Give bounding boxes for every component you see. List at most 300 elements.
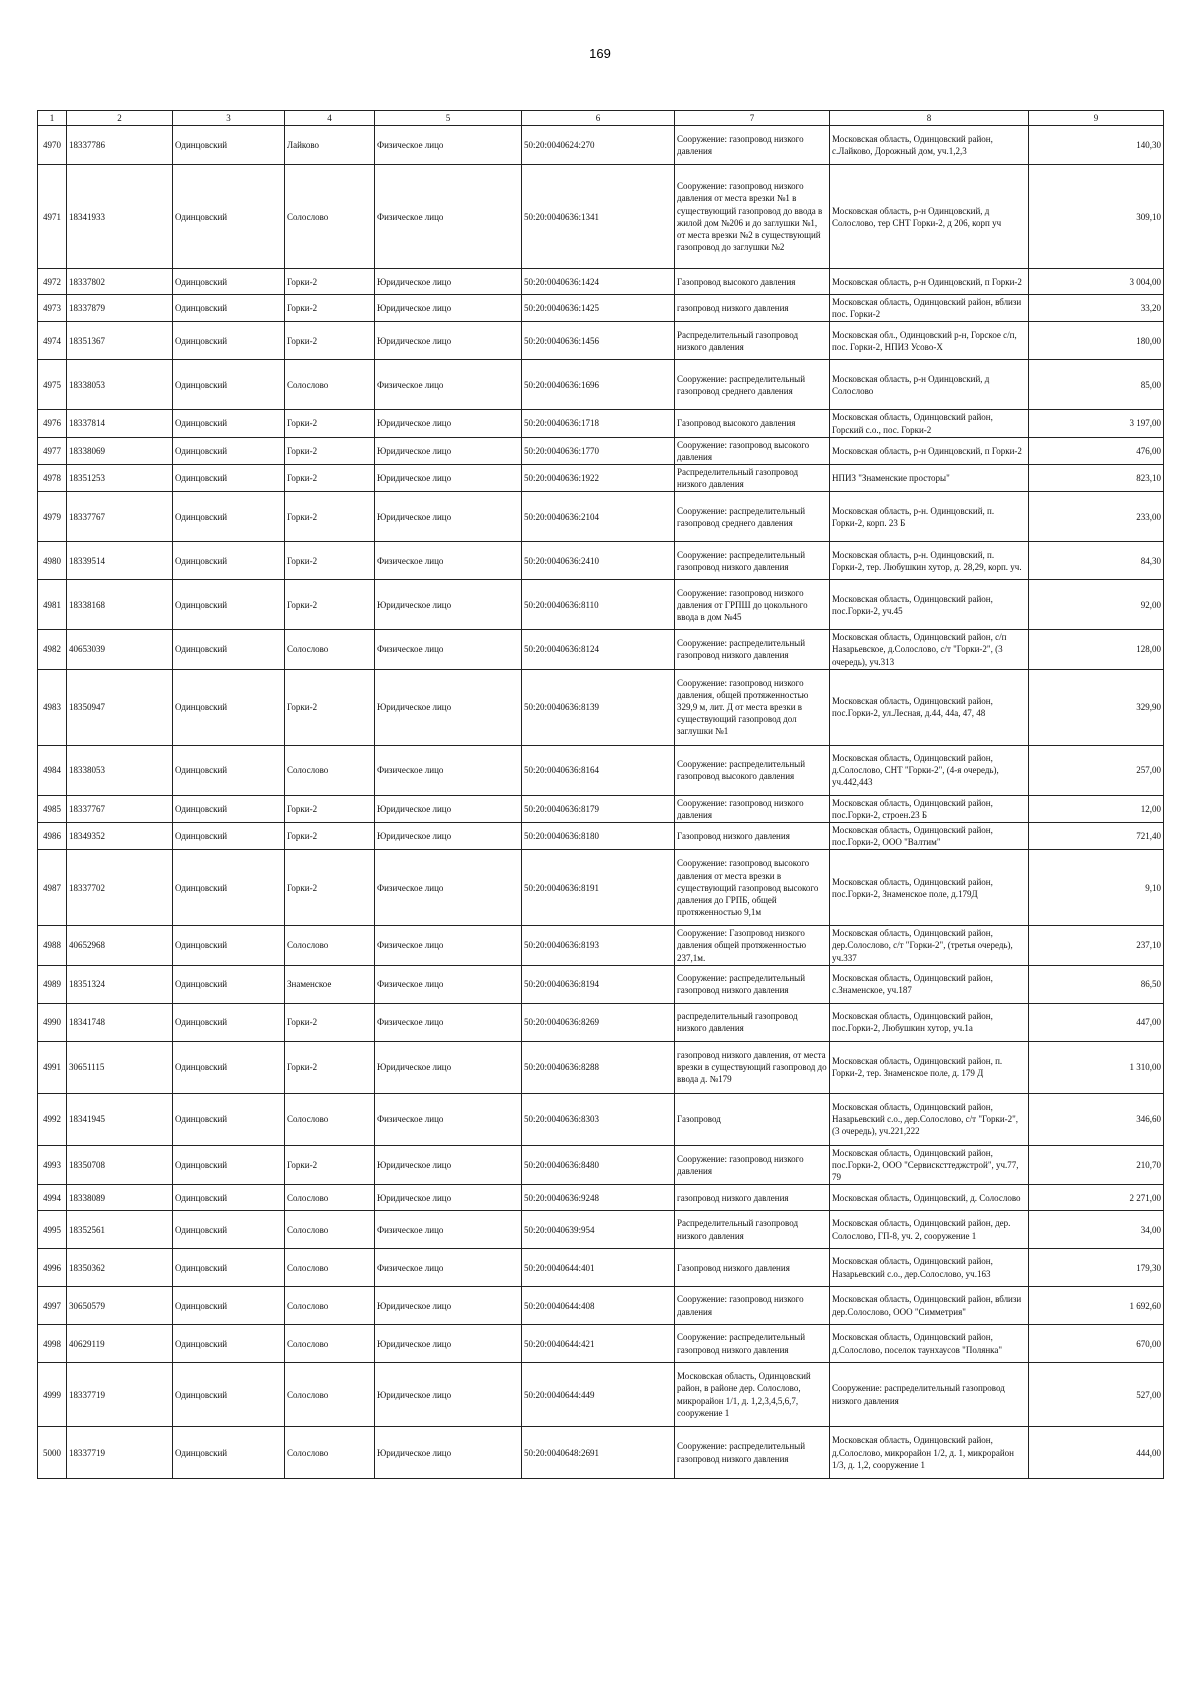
table-cell: 346,60 — [1029, 1093, 1164, 1145]
table-cell: 50:20:0040636:8124 — [522, 630, 675, 669]
table-row — [38, 965, 1164, 1003]
table-cell: Физическое лицо — [375, 542, 522, 580]
table-cell: 4997 — [38, 1287, 67, 1325]
table-row — [38, 745, 1164, 795]
table-cell: Московская область, Одинцовский район, пос.Горки-2, Знаменское поле, д.179Д — [830, 850, 1029, 926]
table-cell: 4976 — [38, 410, 67, 437]
table-cell: 30651115 — [67, 1041, 173, 1093]
table-cell: 444,00 — [1029, 1427, 1164, 1479]
table-cell: 50:20:0040636:8180 — [522, 822, 675, 849]
table-cell: Юридическое лицо — [375, 669, 522, 745]
table-cell: 18350362 — [67, 1249, 173, 1287]
table-cell: Горки-2 — [285, 1041, 375, 1093]
table-cell: 4972 — [38, 269, 67, 295]
table-cell: Одинцовский — [173, 926, 285, 965]
column-header: 8 — [830, 111, 1029, 126]
table-cell: 4975 — [38, 360, 67, 410]
table-cell: Юридическое лицо — [375, 492, 522, 542]
table-row — [38, 1185, 1164, 1211]
table-cell: Физическое лицо — [375, 926, 522, 965]
table-cell: 257,00 — [1029, 745, 1164, 795]
table-cell: 4989 — [38, 965, 67, 1003]
table-cell: Одинцовский — [173, 165, 285, 269]
table-cell: Юридическое лицо — [375, 464, 522, 491]
table-cell: Одинцовский — [173, 822, 285, 849]
table-cell: Горки-2 — [285, 850, 375, 926]
table-cell: 4982 — [38, 630, 67, 669]
table-row — [38, 822, 1164, 849]
table-cell: 50:20:0040636:1425 — [522, 295, 675, 322]
table-cell: Одинцовский — [173, 745, 285, 795]
table-cell: Одинцовский — [173, 360, 285, 410]
table-cell: 18338053 — [67, 360, 173, 410]
table-cell: 50:20:0040636:8480 — [522, 1145, 675, 1184]
table-cell: Московская область, р-н Одинцовский, д Солослово — [830, 360, 1029, 410]
table-cell: 18349352 — [67, 822, 173, 849]
table-cell: 50:20:0040636:1424 — [522, 269, 675, 295]
table-cell: Сооружение: распределительный газопровод низкого давления — [675, 542, 830, 580]
table-cell: Физическое лицо — [375, 1211, 522, 1249]
table-cell: 4973 — [38, 295, 67, 322]
table-cell: 4985 — [38, 795, 67, 822]
table-cell: 50:20:0040644:401 — [522, 1249, 675, 1287]
table-cell: 18339514 — [67, 542, 173, 580]
table-cell: Юридическое лицо — [375, 580, 522, 630]
table-cell: Горки-2 — [285, 542, 375, 580]
table-cell: 18350947 — [67, 669, 173, 745]
table-row — [38, 410, 1164, 437]
table-cell: 18350708 — [67, 1145, 173, 1184]
column-header: 4 — [285, 111, 375, 126]
table-row — [38, 1041, 1164, 1093]
table-cell: 30650579 — [67, 1287, 173, 1325]
table-cell: Одинцовский — [173, 1145, 285, 1184]
table-cell: газопровод низкого давления — [675, 1185, 830, 1211]
table-cell: 4990 — [38, 1003, 67, 1041]
table-cell: 18337767 — [67, 795, 173, 822]
table-cell: Горки-2 — [285, 295, 375, 322]
table-cell: Сооружение: газопровод низкого давления, общей протяженностью 329,9 м, лит. Д от места врезки в существующий газопровод дол заглушки №1 — [675, 669, 830, 745]
table-cell: Московская область, Одинцовский район, дер.Солослово, с/т "Горки-2", (третья очередь), уч.337 — [830, 926, 1029, 965]
table-cell: 180,00 — [1029, 322, 1164, 360]
table-cell: Сооружение: газопровод низкого давления — [675, 126, 830, 165]
table-cell: Распределительный газопровод низкого давления — [675, 322, 830, 360]
table-row — [38, 1003, 1164, 1041]
table-cell: 50:20:0040644:449 — [522, 1363, 675, 1427]
column-header: 6 — [522, 111, 675, 126]
table-cell: Московская обл., Одинцовский р-н, Горское с/п, пос. Горки-2, НПИЗ Усово-Х — [830, 322, 1029, 360]
table-cell: 1 692,60 — [1029, 1287, 1164, 1325]
table-row — [38, 1211, 1164, 1249]
table-cell: 3 004,00 — [1029, 269, 1164, 295]
column-header: 1 — [38, 111, 67, 126]
table-cell: Одинцовский — [173, 1363, 285, 1427]
table-cell: Сооружение: газопровод низкого давления — [675, 1145, 830, 1184]
table-row — [38, 1325, 1164, 1363]
table-cell: 50:20:0040648:2691 — [522, 1427, 675, 1479]
table-cell: Солослово — [285, 745, 375, 795]
table-cell: Московская область, Одинцовский район, в районе дер. Солослово, микрорайон 1/1, д. 1,2,3,4,5,6,7, сооружение 1 — [675, 1363, 830, 1427]
table-cell: Горки-2 — [285, 410, 375, 437]
table-cell: Сооружение: газопровод низкого давления — [675, 1287, 830, 1325]
table-cell: Солослово — [285, 1363, 375, 1427]
table-cell: 4996 — [38, 1249, 67, 1287]
table-cell: Одинцовский — [173, 1249, 285, 1287]
table-cell: 50:20:0040636:8194 — [522, 965, 675, 1003]
table-cell: 4971 — [38, 165, 67, 269]
table-cell: Московская область, Одинцовский район, д.Солослово, СНТ "Горки-2", (4-я очередь), уч.442,443 — [830, 745, 1029, 795]
table-cell: Юридическое лицо — [375, 269, 522, 295]
table-cell: 4986 — [38, 822, 67, 849]
table-cell: 50:20:0040639:954 — [522, 1211, 675, 1249]
table-cell: Одинцовский — [173, 1427, 285, 1479]
table-cell: Одинцовский — [173, 1287, 285, 1325]
table-cell: 18338168 — [67, 580, 173, 630]
table-cell: Солослово — [285, 1427, 375, 1479]
table-cell: 18351253 — [67, 464, 173, 491]
column-header: 3 — [173, 111, 285, 126]
table-row — [38, 542, 1164, 580]
table-cell: Одинцовский — [173, 965, 285, 1003]
table-cell: Юридическое лицо — [375, 322, 522, 360]
table-cell: 210,70 — [1029, 1145, 1164, 1184]
table-cell: Горки-2 — [285, 1003, 375, 1041]
table-cell: Сооружение: распределительный газопровод низкого давления — [830, 1363, 1029, 1427]
column-header: 9 — [1029, 111, 1164, 126]
table-cell: Одинцовский — [173, 669, 285, 745]
table-cell: Солослово — [285, 1211, 375, 1249]
table-cell: Физическое лицо — [375, 630, 522, 669]
table-cell: Сооружение: распределительный газопровод низкого давления — [675, 630, 830, 669]
table-cell: 4970 — [38, 126, 67, 165]
table-cell: газопровод низкого давления — [675, 295, 830, 322]
table-cell: Московская область, Одинцовский район, с.Знаменское, уч.187 — [830, 965, 1029, 1003]
table-cell: Физическое лицо — [375, 1003, 522, 1041]
table-cell: 1 310,00 — [1029, 1041, 1164, 1093]
table-cell: Газопровод высокого давления — [675, 410, 830, 437]
table-cell: Московская область, Одинцовский район, п. Горки-2, тер. Знаменское поле, д. 179 Д — [830, 1041, 1029, 1093]
table-cell: Московская область, р-н. Одинцовский, п. Горки-2, корп. 23 Б — [830, 492, 1029, 542]
table-cell: Физическое лицо — [375, 126, 522, 165]
table-cell: Московская область, Одинцовский район, Горский с.о., пос. Горки-2 — [830, 410, 1029, 437]
table-cell: Солослово — [285, 1185, 375, 1211]
table-cell: 5000 — [38, 1427, 67, 1479]
table-row — [38, 1427, 1164, 1479]
table-cell: 309,10 — [1029, 165, 1164, 269]
table-cell: Сооружение: газопровод низкого давления от ГРПШ до цокольного ввода в дом №45 — [675, 580, 830, 630]
table-cell: 50:20:0040636:1922 — [522, 464, 675, 491]
table-cell: 18351367 — [67, 322, 173, 360]
table-cell: 4994 — [38, 1185, 67, 1211]
table-cell: 50:20:0040636:1341 — [522, 165, 675, 269]
table-cell: Сооружение: газопровод низкого давления — [675, 795, 830, 822]
table-cell: Московская область, Одинцовский район, вблизи пос. Горки-2 — [830, 295, 1029, 322]
table-cell: Одинцовский — [173, 410, 285, 437]
table-cell: Горки-2 — [285, 322, 375, 360]
table-cell: 50:20:0040636:8191 — [522, 850, 675, 926]
registry-table — [37, 110, 1164, 1479]
table-cell: Сооружение: распределительный газопровод низкого давления — [675, 1325, 830, 1363]
table-cell: Солослово — [285, 1325, 375, 1363]
table-cell: Одинцовский — [173, 630, 285, 669]
table-cell: Солослово — [285, 1249, 375, 1287]
table-cell: 4998 — [38, 1325, 67, 1363]
table-cell: Юридическое лицо — [375, 295, 522, 322]
table-cell: 3 197,00 — [1029, 410, 1164, 437]
table-cell: 140,30 — [1029, 126, 1164, 165]
table-cell: Юридическое лицо — [375, 1145, 522, 1184]
table-row — [38, 126, 1164, 165]
table-cell: Солослово — [285, 630, 375, 669]
table-cell: 4978 — [38, 464, 67, 491]
table-cell: 92,00 — [1029, 580, 1164, 630]
table-cell: Горки-2 — [285, 492, 375, 542]
table-cell: Московская область, Одинцовский район, Назарьевский с.о., дер.Солослово, уч.163 — [830, 1249, 1029, 1287]
table-cell: Одинцовский — [173, 464, 285, 491]
table-cell: Солослово — [285, 1287, 375, 1325]
table-cell: Московская область, Одинцовский район, пос.Горки-2, ООО "Валтим" — [830, 822, 1029, 849]
table-cell: Знаменское — [285, 965, 375, 1003]
table-cell: Горки-2 — [285, 464, 375, 491]
table-cell: Одинцовский — [173, 1003, 285, 1041]
table-cell: 823,10 — [1029, 464, 1164, 491]
table-cell: Одинцовский — [173, 1325, 285, 1363]
table-cell: 329,90 — [1029, 669, 1164, 745]
table-cell: 237,10 — [1029, 926, 1164, 965]
table-cell: Одинцовский — [173, 322, 285, 360]
table-cell: 128,00 — [1029, 630, 1164, 669]
table-row — [38, 850, 1164, 926]
table-cell: Сооружение: распределительный газопровод низкого давления — [675, 1427, 830, 1479]
table-cell: Юридическое лицо — [375, 822, 522, 849]
table-cell: 50:20:0040636:1718 — [522, 410, 675, 437]
header-row — [38, 111, 1164, 126]
table-cell: Московская область, Одинцовский район, с/п Назарьевское, д.Солослово, с/т "Горки-2", (3 очередь), уч.313 — [830, 630, 1029, 669]
table-cell: Московская область, Одинцовский район, пос.Горки-2, Любушкин хутор, уч.1а — [830, 1003, 1029, 1041]
table-row — [38, 926, 1164, 965]
table-cell: 18338089 — [67, 1185, 173, 1211]
table-cell: Лайково — [285, 126, 375, 165]
table-cell: 40653039 — [67, 630, 173, 669]
table-cell: Горки-2 — [285, 437, 375, 464]
table-cell: 18341945 — [67, 1093, 173, 1145]
table-cell: Юридическое лицо — [375, 410, 522, 437]
table-cell: Московская область, р-н Одинцовский, д Солослово, тер СНТ Горки-2, д 206, корп уч — [830, 165, 1029, 269]
table-cell: Физическое лицо — [375, 850, 522, 926]
table-cell: Московская область, р-н Одинцовский, п Горки-2 — [830, 269, 1029, 295]
table-cell: 12,00 — [1029, 795, 1164, 822]
table-cell: 4991 — [38, 1041, 67, 1093]
table-cell: 4993 — [38, 1145, 67, 1184]
table-cell: Горки-2 — [285, 669, 375, 745]
table-cell: Физическое лицо — [375, 745, 522, 795]
table-cell: Горки-2 — [285, 822, 375, 849]
table-cell: Юридическое лицо — [375, 1041, 522, 1093]
table-cell: Горки-2 — [285, 580, 375, 630]
table-cell: 4977 — [38, 437, 67, 464]
table-cell: Физическое лицо — [375, 360, 522, 410]
table-cell: 18341748 — [67, 1003, 173, 1041]
table-cell: 50:20:0040636:1770 — [522, 437, 675, 464]
table-cell: Одинцовский — [173, 1093, 285, 1145]
table-cell: 18337702 — [67, 850, 173, 926]
table-cell: 50:20:0040636:8164 — [522, 745, 675, 795]
table-cell: Газопровод высокого давления — [675, 269, 830, 295]
table-cell: Московская область, Одинцовский район, вблизи дер.Солослово, ООО "Симметрия" — [830, 1287, 1029, 1325]
table-cell: 85,00 — [1029, 360, 1164, 410]
table-row — [38, 1287, 1164, 1325]
table-cell: Одинцовский — [173, 269, 285, 295]
table-cell: распределительный газопровод низкого давления — [675, 1003, 830, 1041]
table-row — [38, 669, 1164, 745]
table-cell: 50:20:0040636:2104 — [522, 492, 675, 542]
table-row — [38, 464, 1164, 491]
table-cell: Одинцовский — [173, 126, 285, 165]
table-cell: Солослово — [285, 926, 375, 965]
table-cell: 50:20:0040636:8288 — [522, 1041, 675, 1093]
table-cell: 18337719 — [67, 1363, 173, 1427]
table-cell: Юридическое лицо — [375, 1185, 522, 1211]
table-row — [38, 322, 1164, 360]
table-cell: Московская область, Одинцовский район, дер. Солослово, ГП-8, уч. 2, сооружение 1 — [830, 1211, 1029, 1249]
table-row — [38, 295, 1164, 322]
table-cell: 50:20:0040636:2410 — [522, 542, 675, 580]
table-cell: Московская область, Одинцовский район, д.Солослово, поселок таунхаусов "Полянка" — [830, 1325, 1029, 1363]
table-cell: Солослово — [285, 165, 375, 269]
table-cell: 18337814 — [67, 410, 173, 437]
table-cell: 476,00 — [1029, 437, 1164, 464]
table-cell: Физическое лицо — [375, 165, 522, 269]
table-cell: Сооружение: распределительный газопровод среднего давления — [675, 360, 830, 410]
table-cell: 4995 — [38, 1211, 67, 1249]
table-cell: 40629119 — [67, 1325, 173, 1363]
table-cell: 447,00 — [1029, 1003, 1164, 1041]
table-cell: 179,30 — [1029, 1249, 1164, 1287]
table-cell: Юридическое лицо — [375, 1363, 522, 1427]
table-cell: Солослово — [285, 360, 375, 410]
table-row — [38, 437, 1164, 464]
table-cell: Московская область, Одинцовский район, Назарьевский с.о., дер.Солослово, с/т "Горки-2", (3 очередь), уч.221,222 — [830, 1093, 1029, 1145]
table-row — [38, 795, 1164, 822]
table-cell: Московская область, Одинцовский, д. Солослово — [830, 1185, 1029, 1211]
table-cell: Сооружение: газопровод высокого давления — [675, 437, 830, 464]
table-cell: 4974 — [38, 322, 67, 360]
table-cell: Сооружение: распределительный газопровод среднего давления — [675, 492, 830, 542]
table-cell: 18337879 — [67, 295, 173, 322]
table-cell: Одинцовский — [173, 1041, 285, 1093]
table-cell: 18341933 — [67, 165, 173, 269]
table-cell: 50:20:0040636:8303 — [522, 1093, 675, 1145]
table-cell: Физическое лицо — [375, 1249, 522, 1287]
table-cell: 18337767 — [67, 492, 173, 542]
table-cell: 50:20:0040636:1456 — [522, 322, 675, 360]
table-cell: 18337719 — [67, 1427, 173, 1479]
table-row — [38, 1249, 1164, 1287]
table-cell: 527,00 — [1029, 1363, 1164, 1427]
table-cell: 4979 — [38, 492, 67, 542]
table-cell: 50:20:0040636:8139 — [522, 669, 675, 745]
table-cell: 18337802 — [67, 269, 173, 295]
table-cell: 18337786 — [67, 126, 173, 165]
table-cell: Горки-2 — [285, 269, 375, 295]
table-cell: Сооружение: распределительный газопровод низкого давления — [675, 965, 830, 1003]
table-cell: Одинцовский — [173, 542, 285, 580]
table-row — [38, 1145, 1164, 1184]
table-cell: 40652968 — [67, 926, 173, 965]
table-cell: Юридическое лицо — [375, 1427, 522, 1479]
table-cell: Сооружение: газопровод низкого давления от места врезки №1 в существующий газопровод до ввода в жилой дом №206 и до заглушки №1, от места врезки №2 в существующий газопровод до заглушки №2 — [675, 165, 830, 269]
table-row — [38, 630, 1164, 669]
table-cell: Сооружение: газопровод высокого давления от места врезки в существующий газопровод высокого давления до ГРПБ, общей протяженностью 9,1м — [675, 850, 830, 926]
table-cell: 50:20:0040636:8179 — [522, 795, 675, 822]
table-cell: 50:20:0040644:408 — [522, 1287, 675, 1325]
table-cell: 50:20:0040624:270 — [522, 126, 675, 165]
page-number: 169 — [589, 46, 611, 61]
column-header: 5 — [375, 111, 522, 126]
table-cell: 9,10 — [1029, 850, 1164, 926]
table-cell: Московская область, р-н. Одинцовский, п. Горки-2, тер. Любушкин хутор, д. 28,29, корп. уч. — [830, 542, 1029, 580]
table-cell: 18352561 — [67, 1211, 173, 1249]
table-cell: Физическое лицо — [375, 1093, 522, 1145]
table-cell: Юридическое лицо — [375, 437, 522, 464]
table-cell: Горки-2 — [285, 1145, 375, 1184]
table-cell: газопровод низкого давления, от места врезки в существующий газопровод до ввода д. №179 — [675, 1041, 830, 1093]
table-cell: Одинцовский — [173, 850, 285, 926]
table-cell: 233,00 — [1029, 492, 1164, 542]
table-cell: Солослово — [285, 1093, 375, 1145]
table-cell: Горки-2 — [285, 795, 375, 822]
table-cell: Московская область, Одинцовский район, д.Солослово, микрорайон 1/2, д. 1, микрорайон 1/3, д. 1,2, сооружение 1 — [830, 1427, 1029, 1479]
table-row — [38, 492, 1164, 542]
table-cell: Сооружение: распределительный газопровод высокого давления — [675, 745, 830, 795]
table-cell: Юридическое лицо — [375, 1325, 522, 1363]
table-cell: 50:20:0040636:1696 — [522, 360, 675, 410]
table-cell: 4987 — [38, 850, 67, 926]
table-cell: Сооружение: Газопровод низкого давления общей протяженностью 237,1м. — [675, 926, 830, 965]
table-cell: 50:20:0040636:8110 — [522, 580, 675, 630]
table-cell: 18338053 — [67, 745, 173, 795]
table-cell: Московская область, Одинцовский район, пос.Горки-2, ул.Лесная, д.44, 44а, 47, 48 — [830, 669, 1029, 745]
table-cell: 4988 — [38, 926, 67, 965]
table-cell: Одинцовский — [173, 1211, 285, 1249]
table-row — [38, 360, 1164, 410]
table-body — [38, 126, 1164, 1479]
table-cell: 34,00 — [1029, 1211, 1164, 1249]
table-cell: НПИЗ "Знаменские просторы" — [830, 464, 1029, 491]
table-cell: Московская область, Одинцовский район, с.Лайково, Дорожный дом, уч.1,2,3 — [830, 126, 1029, 165]
table-cell: 4981 — [38, 580, 67, 630]
table-cell: 18351324 — [67, 965, 173, 1003]
table-cell: Московская область, Одинцовский район, пос.Горки-2, уч.45 — [830, 580, 1029, 630]
table-cell: 2 271,00 — [1029, 1185, 1164, 1211]
table-cell: Газопровод — [675, 1093, 830, 1145]
table-cell: 4983 — [38, 669, 67, 745]
column-header: 2 — [67, 111, 173, 126]
table-row — [38, 165, 1164, 269]
table-cell: 4992 — [38, 1093, 67, 1145]
table-row — [38, 580, 1164, 630]
table-cell: Физическое лицо — [375, 965, 522, 1003]
table-cell: 4980 — [38, 542, 67, 580]
table-cell: 50:20:0040636:8269 — [522, 1003, 675, 1041]
column-header: 7 — [675, 111, 830, 126]
table-cell: Московская область, Одинцовский район, пос.Горки-2, ООО "Сервисксттеджстрой", уч.77, 79 — [830, 1145, 1029, 1184]
table-cell: Московская область, р-н Одинцовский, п Горки-2 — [830, 437, 1029, 464]
table-cell: 721,40 — [1029, 822, 1164, 849]
table-cell: Одинцовский — [173, 295, 285, 322]
table-cell: 50:20:0040636:8193 — [522, 926, 675, 965]
table-cell: Газопровод низкого давления — [675, 1249, 830, 1287]
